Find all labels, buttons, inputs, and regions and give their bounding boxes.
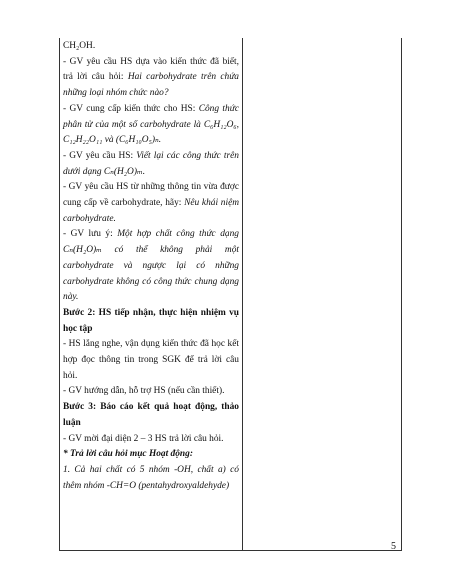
paragraph: - GV yêu cầu HS dựa vào kiến thức đã biết, trả lời câu hỏi: Hai carbohydrate trên chứa những loại nhóm chức nào?	[63, 56, 239, 99]
paragraph: - HS lắng nghe, vận dụng kiến thức đã học kết hợp đọc thông tin trong SGK để trả lời câu hỏi.	[63, 339, 239, 381]
paragraph: - GV cung cấp kiến thức cho HS: Công thức phân tử của một số carbohydrate là C₆H₁₂O₆, C₁₂H₂₂O₁₁ và (C₆H₁₀O₅)ₙ.	[63, 103, 239, 146]
column-divider	[242, 38, 243, 551]
paragraph: - GV yêu cầu HS: Viết lại các công thức trên dưới dạng Cₙ(H₂O)ₘ.	[63, 150, 239, 177]
paragraph: - GV hướng dẫn, hỗ trợ HS (nếu cần thiết).	[63, 386, 225, 397]
teacher-activity-cell	[63, 39, 239, 494]
answer-heading: * Trả lời câu hỏi mục Hoạt động:	[63, 449, 193, 460]
paragraph: - GV mời đại diện 2 – 3 HS trả lời câu hỏi.	[63, 433, 224, 444]
page-number: 5	[391, 541, 396, 552]
step-3-heading: Bước 3: Báo cáo kết quả hoạt động, thảo luận	[63, 402, 239, 428]
paragraph: - GV lưu ý: Một hợp chất công thức dạng Cₙ(H₂O)ₘ có thể không phải một carbohydrate và ngược lại có những carbohydrate không có công thức chung dạng này.	[63, 229, 239, 303]
paragraph: - GV yêu cầu HS từ những thông tin vừa được cung cấp về carbohydrate, hãy: Nêu khái niệm carbohydrate.	[63, 182, 239, 224]
step-2-heading: Bước 2: HS tiếp nhận, thực hiện nhiệm vụ học tập	[63, 307, 239, 334]
answer-1: 1. Cả hai chất có 5 nhóm -OH, chất a) có thêm nhóm -CH=O (pentahydroxyaldehyde)	[63, 464, 239, 491]
text-line: CH₂OH.	[63, 41, 96, 51]
